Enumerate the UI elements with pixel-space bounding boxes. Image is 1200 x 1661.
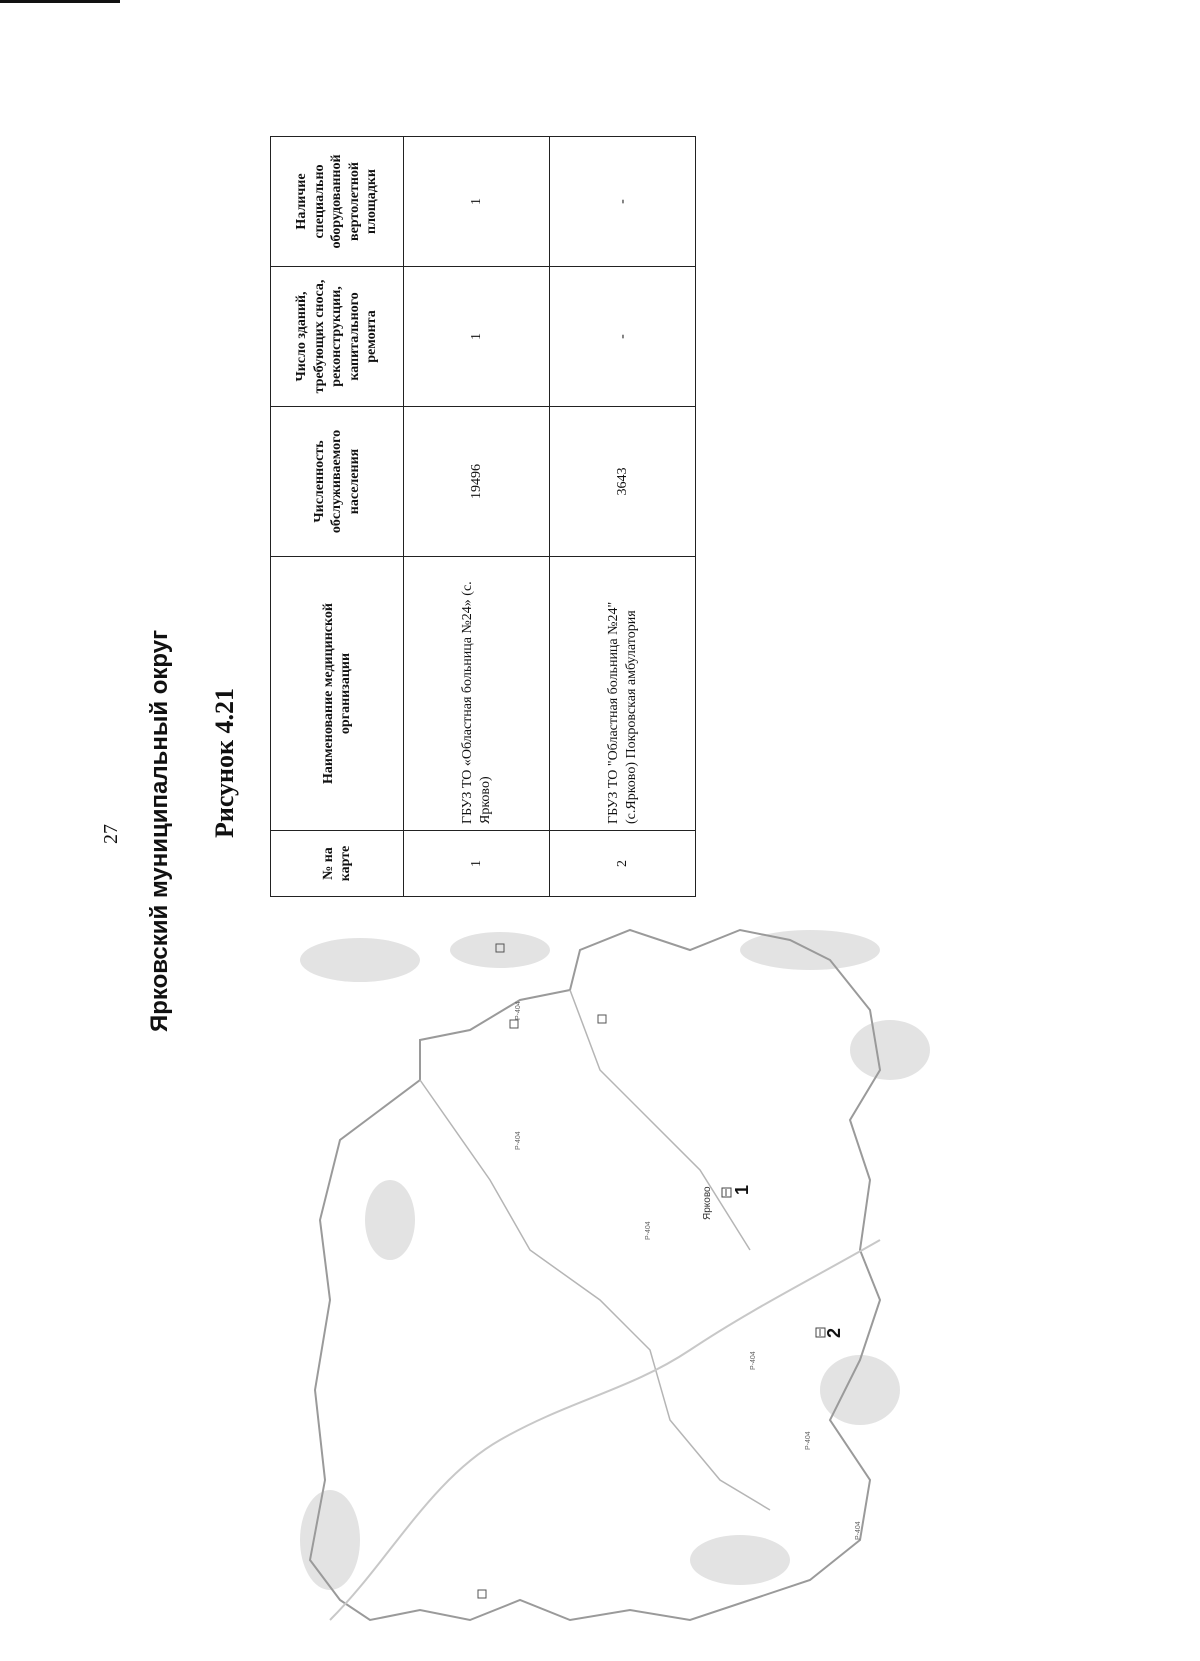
header-buildings: Число зданий, требующих сноса, реконструкции, капитального ремонта [271, 267, 404, 407]
header-map-number: № на карте [271, 831, 404, 897]
district-border [310, 930, 880, 1620]
cell-number: 1 [404, 831, 550, 897]
header-population: Численность обслуживаемого населения [271, 407, 404, 557]
table-row [550, 137, 696, 897]
road-label: Р-404 [515, 1001, 522, 1020]
road-label: Р-404 [805, 1431, 812, 1450]
facility-icon [510, 1020, 518, 1028]
figure-caption: Рисунок 4.21 [210, 687, 239, 838]
facility-icon [478, 1590, 486, 1598]
road-label: Р-404 [645, 1221, 652, 1240]
cell-population: 19496 [404, 407, 550, 557]
header-helipad: Наличие специально оборудованной вертолетной площадки [271, 137, 404, 267]
table-header-row [271, 137, 404, 897]
hospital-icon [722, 1188, 731, 1197]
road-label: Р-404 [750, 1351, 757, 1370]
map-marker-label: 1 [732, 1184, 752, 1195]
road-label: Р-404 [515, 1131, 522, 1150]
cell-buildings: 1 [404, 267, 550, 407]
road-label: Р-404 [855, 1521, 862, 1540]
cell-buildings: - [550, 267, 696, 407]
cell-name: ГБУЗ ТО "Областная больница №24" (с.Ярково) Покровская амбулатория [550, 557, 696, 831]
header-organization-name: Наименование медицинской организации [271, 557, 404, 831]
cell-name: ГБУЗ ТО «Областная больница №24» (с. Ярково) [404, 557, 550, 831]
cell-number: 2 [550, 831, 696, 897]
town-label: Ярково [702, 1186, 713, 1220]
table-row [404, 137, 550, 897]
medical-organizations-table [270, 137, 695, 897]
facility-icon [598, 1015, 606, 1023]
district-title: Ярковский муниципальный округ [146, 629, 173, 1032]
top-rule [0, 0, 120, 3]
cell-population: 3643 [550, 407, 696, 557]
inner-boundary [570, 990, 750, 1250]
inner-boundary [420, 1080, 770, 1510]
cell-helipad: 1 [404, 137, 550, 267]
river [330, 1240, 880, 1620]
terrain-texture [300, 930, 930, 1590]
map-marker-label: 2 [824, 1327, 844, 1338]
page-number: 27 [100, 824, 122, 844]
district-map [270, 920, 950, 1640]
cell-helipad: - [550, 137, 696, 267]
